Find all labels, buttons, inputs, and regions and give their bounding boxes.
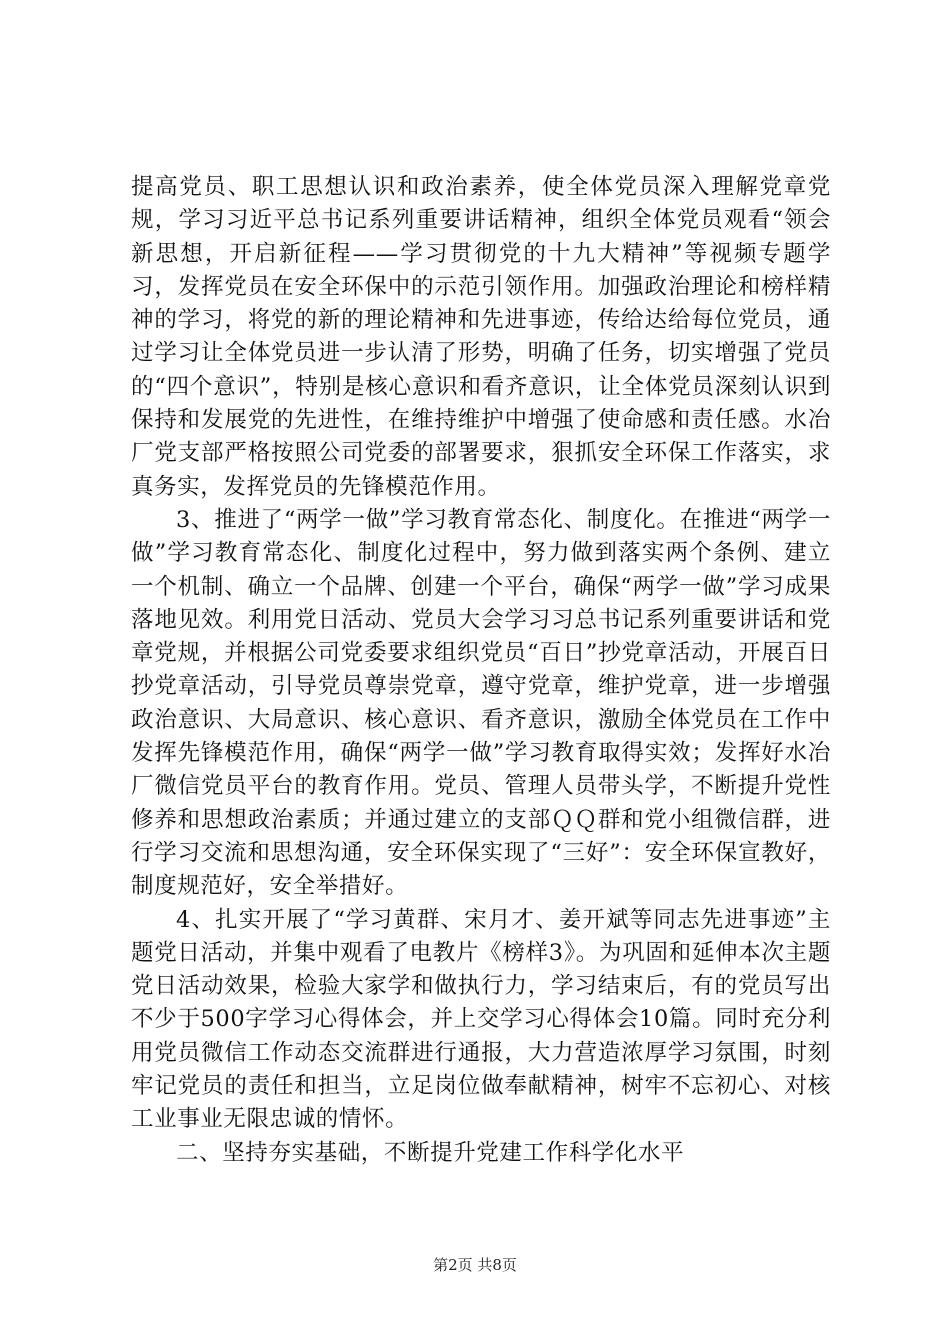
- document-body: [131, 171, 831, 1170]
- section-heading: 二、坚持夯实基础，不断提升党建工作科学化水平: [176, 1139, 685, 1166]
- paragraph: 3、推进了“两学一做”学习教育常态化、制度化。在推进“两学一做”学习教育常态化、制度化过程中，努力做到落实两个条例、建立一个机制、确立一个品牌、创建一个平台，确保“两学一做”学习成果落地见效。利用党日活动、党员大会学习习总书记系列重要讲话和党章党规，并根据公司党委要求组织党员“百日”抄党章活动，开展百日抄党章活动，引导党员尊崇党章，遵守党章，维护党章，进一步增强政治意识、大局意识、核心意识、看齐意识，激励全体党员在工作中发挥先锋模范作用，确保“两学一做”学习教育取得实效；发挥好水冶厂微信党员平台的教育作用。党员、管理人员带头学，不断提升党性修养和思想政治素质；并通过建立的支部ＱＱ群和党小组微信群，进行学习交流和思想沟通，安全环保实现了“三好”：安全环保宣教好，制度规范好，安全举措好。: [131, 506, 831, 900]
- page-number-footer: 第2页 共8页: [433, 1256, 517, 1274]
- paragraph: 4、扎实开展了“学习黄群、宋月才、姜开斌等同志先进事迹”主题党日活动，并集中观看了电教片《榜样3》。为巩固和延伸本次主题党日活动效果，检验大家学和做执行力，学习结束后，有的党员写出不少于500字学习心得体会，并上交学习心得体会10篇。同时充分利用党员微信工作动态交流群进行通报，大力营造浓厚学习氛围，时刻牢记党员的责任和担当，立足岗位做奉献精神，树牢不忘初心、对核工业事业无限忠诚的情怀。: [131, 906, 831, 1133]
- paragraph: 提高党员、职工思想认识和政治素养，使全体党员深入理解党章党规，学习习近平总书记系列重要讲话精神，组织全体党员观看“领会新思想，开启新征程——学习贯彻党的十九大精神”等视频专题学习，发挥党员在安全环保中的示范引领作用。加强政治理论和榜样精神的学习，将党的新的理论精神和先进事迹，传给达给每位党员，通过学习让全体党员进一步认清了形势，明确了任务，切实增强了党员的“四个意识”，特别是核心意识和看齐意识，让全体党员深刻认识到保持和发展党的先进性，在维持维护中增强了使命感和责任感。水冶厂党支部严格按照公司党委的部署要求，狠抓安全环保工作落实，求真务实，发挥党员的先锋模范作用。: [131, 174, 831, 500]
